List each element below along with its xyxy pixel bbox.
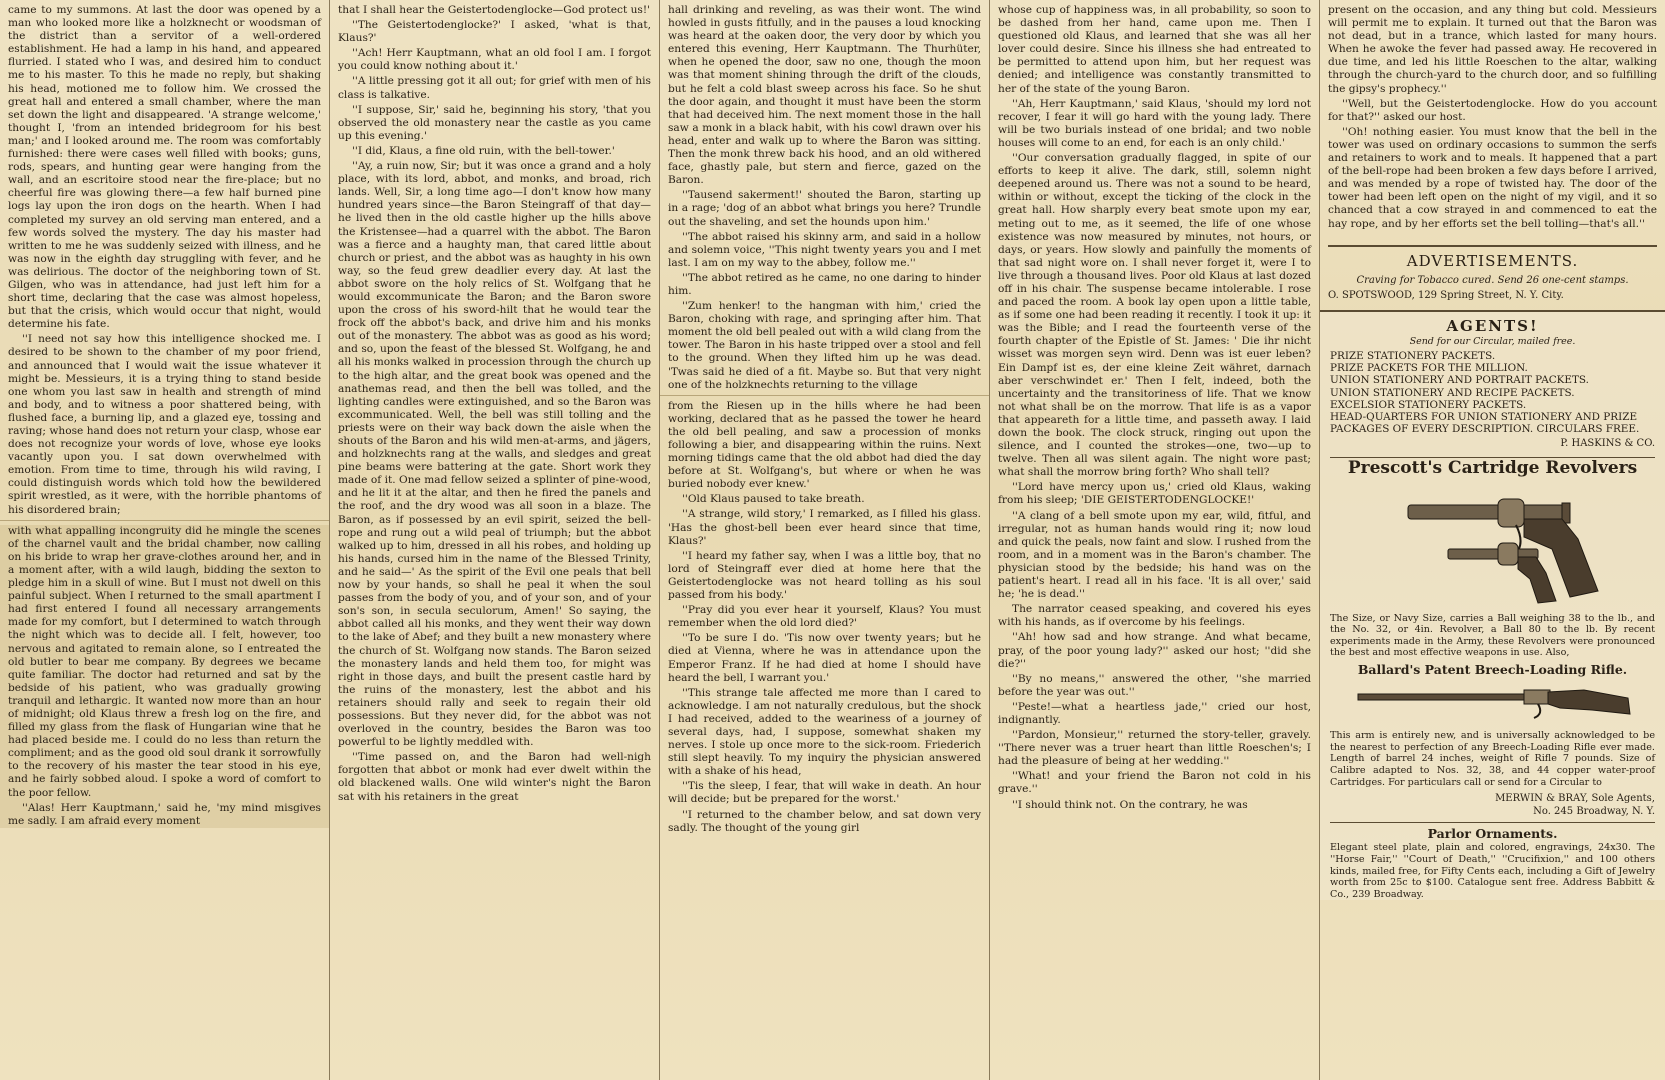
- agents-list-item: EXCELSIOR STATIONERY PACKETS.: [1330, 398, 1527, 411]
- paragraph: ''I need not say how this intelligence shocked me. I desired to be shown to the chamber of my poor friend, and announced that I would wait the issue whatever it might be. Messieurs, it is a trying thing to stand beside one whom you last saw in health and strength of mind and body, and to witness a poor shattered being, with flushed face, a burning lip, and a glazed eye, tossing and raving; whose hand does not return your clasp, whose ear does not recognize your words of love, whose eye looks vacantly upon you. I sat down overwhelmed with emotion. From time to time, through his wild raving, I could distinguish words which told how the bewildered spirit wrestled, as it were, with the horrible phantoms of his disordered brain;: [8, 333, 321, 516]
- rifle-ad-text: This arm is entirely new, and is universally acknowledged to be the nearest to perfection of any Breech-Loading Rifle ever made. Length of barrel 24 inches, weight of Rifle 7 pounds. Size of Calibre adapted to Nos. 32, 38, and 44 copper water-proof Cartridges. For particulars call or send for a Circular to: [1330, 730, 1655, 788]
- agents-heading: AGENTS!: [1446, 316, 1539, 335]
- agents-signature: P. HASKINS & CO.: [1560, 438, 1655, 450]
- paragraph: ''A clang of a bell smote upon my ear, wild, fitful, and irregular, not as human hands would ring it; now loud and quick the peals, now faint and slow. I rushed from the room, and in a moment was in the Baron's chamber. The physician stood by the bedside; his hand was on the patient's heart. I read all in his face. 'It is all over,' said he; 'he is dead.'': [998, 509, 1311, 601]
- paragraph: from the Riesen up in the hills where he had been working, declared that as he passed the tower he heard the old bell pealing, and saw a procession of monks following a bier, and disappearing within the ruins. Next morning tidings came that the old abbot had died the day before at St. Wolfgang's, but where or when he was buried nobody ever knew.': [668, 399, 981, 491]
- revolvers-illustration: [1348, 479, 1638, 609]
- paragraph: ''Lord have mercy upon us,' cried old Klaus, waking from his sleep; 'DIE GEISTERTODENGLOCKE!': [998, 481, 1311, 507]
- paragraph: whose cup of happiness was, in all probability, so soon to be dashed from her hand, came upon me. Then I questioned old Klaus, and learned that she was all her lover could desire. Since his illness she had entreated to be permitted to attend upon him, but her request was denied; and intelligence was constantly transmitted to her of the state of the young Baron.: [998, 4, 1311, 95]
- paragraph: The narrator ceased speaking, and covered his eyes with his hands, as if overcome by his feelings.: [998, 603, 1311, 629]
- paragraph: ''Ach! Herr Kauptmann, what an old fool I am. I forgot you could know nothing about it.': [338, 47, 651, 73]
- paragraph: ''Alas! Herr Kauptmann,' said he, 'my mind misgives me sadly. I am afraid every moment: [8, 801, 321, 827]
- rifle-ad-headline: Ballard's Patent Breech-Loading Rifle.: [1357, 662, 1628, 678]
- paragraph: ''To be sure I do. 'Tis now over twenty years; but he died at Vienna, where he was in attendance upon the Emperor Franz. If he had died at home I should have heard the bell, I warrant you.': [668, 632, 981, 684]
- paragraph: ''I heard my father say, when I was a little boy, that no lord of Steingraff ever died at home here that the Geistertodenglocke was not heard tolling as his soul passed from his body.': [668, 549, 981, 602]
- paragraph: ''A little pressing got it all out; for grief with men of his class is talkative.: [338, 75, 651, 101]
- paragraph: ''Well, but the Geistertodenglocke. How do you account for that?'' asked our host.: [1328, 97, 1657, 123]
- tobacco-ad-address: O. SPOTSWOOD, 129 Spring Street, N. Y. City.: [1328, 289, 1564, 301]
- paragraph: ''Tausend sakerment!' shouted the Baron, starting up in a rage; 'dog of an abbot what brings you here? Trundle out the shaveling, and set the hounds upon him.': [668, 189, 981, 228]
- merwin-bray-address: No. 245 Broadway, N. Y.: [1533, 806, 1655, 818]
- paragraph: ''I suppose, Sir,' said he, beginning his story, 'that you observed the old monastery near the castle as you came up this evening.': [338, 103, 651, 142]
- advertisements-heading: ADVERTISEMENTS.: [1328, 245, 1657, 268]
- text-column-4: [990, 0, 1320, 1080]
- agents-list: [1330, 350, 1655, 435]
- text-column-3: [660, 0, 990, 1080]
- paragraph: ''Ay, a ruin now, Sir; but it was once a grand and a holy place, with its lord, abbot, and monks, and broad, rich lands. Well, Sir, a long time ago—I don't know how many hundred years since—the Baron Steingraff of that day—he lived then in the old castle higher up the hills above the Kristensee—had a quarrel with the abbot. The Baron was a fierce and a haughty man, that cared little about church or priest, and the abbot was as haughty in his own way, so the feud grew deadlier every day. At last the abbot swore on the holy relics of St. Wolfgang that he would excommunicate the Baron; and the Baron swore upon the cross of his sword-hilt that he would tear the frock off the abbot's back, and drive him and his monks out of the monastery. The abbot was as good as his word; and so, upon the feast of the blessed St. Wolfgang, he and all his monks walked in procession through the church up to the high altar, and the great book was opened and the anathemas read, and then the bell was tolled, and the lighting candles were extinguished, and so the Baron was excommunicated. Well, the bell was still tolling and the priests were on their way back down the aisle when the shouts of the Baron and his wild men-at-arms, and jägers, and holzknechts rang at the walls, and sledges and great pine beams were battering at the gate. Short work they made of it. One mad fellow seized a splinter of pine-wood, and he lit it at the altar, and then he fired the panels and the roof, and the dry wood was all soon in a blaze. The Baron, as if possessed by an evil spirit, seized the bell-rope and rung out a wild peal of triumph; but the abbot walked up to him, dressed in all his robes, and holding up his hands, cursed him in the name of the Blessed Trinity, and he said—' As the spirit of the Evil one peals that bell now by your hands, so shall he peal it when the soul passes from the body of you, and of your son, and of your son's son, in secula seculorum, Amen!' So saying, the abbot called all his monks, and they went their way down to the lake of Abef; and they built a new monastery where the church of St. Wolfgang now stands. The Baron seized the monastery lands and held them too, for might was right in those days, and built the present castle hard by the ruins of the monastery, lest the abbot and his retainers should rally and seek to regain their old possessions. But they never did, for the abbot was not overloved in the country, besides the Baron was too powerful to be lightly meddled with.: [338, 160, 651, 749]
- paragraph: ''Our conversation gradually flagged, in spite of our efforts to keep it alive. The dark, still, solemn night deepened around us. There was not a sound to be heard, within or without, except the ticking of the clock in the great hall. How sharply every beat smote upon my ear, meting out to me, as it seemed, the life of one whose existence was now measured by minutes, not hours, or days, or years. How slowly and painfully the moments of that sad night wore on. I shall never forget it, were I to live through a thousand lives. Poor old Klaus at last dozed off in his chair. The suspense became intolerable. I rose and paced the room. A book lay open upon a little table, as if some one had been reading it recently. I took it up: it was the Bible; and I read the fourteenth verse of the fourth chapter of the Epistle of St. James: ' Die ihr nicht wisset was morgen seyn wird. Denn was ist euer leben? Ein Dampf ist es, der eine kleine Zeit währet, darnach aber verschwindet er.' Then I felt, indeed, both the uncertainty and the transitoriness of life. That we know not what shall be on the morrow. That life is as a vapor that appeareth for a little time, and passeth away. I laid down the book. The clock struck, ringing out upon the silence, and I counted the strokes—one, two—up to twelve. Then all was silent again. The night wore past; what shall the morrow bring forth? Who shall tell?: [998, 152, 1311, 479]
- agents-list-item: UNION STATIONERY AND RECIPE PACKETS.: [1330, 386, 1575, 399]
- text-column-1: [0, 0, 330, 1080]
- paragraph: ''Pardon, Monsieur,'' returned the story-teller, gravely. ''There never was a truer heart than little Roeschen's; I had the pleasure of being at her wedding.'': [998, 729, 1311, 768]
- clipping-piece: [0, 525, 329, 828]
- paragraph: hall drinking and reveling, as was their wont. The wind howled in gusts fitfully, and in the pauses a loud knocking was heard at the oaken door, the very door by which you entered this evening, Herr Kauptmann. The Thurhüter, when he opened the door, saw no one, though the moon was that moment shining through the drift of the clouds, but he felt a cold blast sweep across his face. So he shut the door again, and thought it must have been the storm that had deceived him. The next moment those in the hall saw a monk in a black habit, with his cowl drawn over his head, enter and walk up to where the Baron was sitting. Then the monk threw back his hood, and an old withered face, ghastly pale, but stern and fierce, gazed on the Baron.: [668, 4, 981, 187]
- paragraph: ''What! and your friend the Baron not cold in his grave.'': [998, 770, 1311, 796]
- revolver-ad-text: The Size, or Navy Size, carries a Ball weighing 38 to the lb., and the No. 32, or 4in. Revolver, a Ball 80 to the lb. By recent experiments made in the Army, these Revolvers were pronounced the best and most effective weapons in use. Also,: [1330, 612, 1655, 659]
- paragraph: ''Old Klaus paused to take breath.: [682, 493, 865, 506]
- paragraph: present on the occasion, and any thing but cold. Messieurs will permit me to explain. It turned out that the Baron was not dead, but in a trance, which lasted for many hours. When he awoke the fever had passed away. He recovered in due time, and led his little Roeschen to the altar, walking through the church-yard to the church door, and so fulfilling the gipsy's prophecy.'': [1328, 4, 1657, 95]
- ads-column: [1320, 0, 1665, 1080]
- paragraph: ''The Geistertodenglocke?' I asked, 'what is that, Klaus?': [338, 19, 651, 45]
- paragraph: with what appalling incongruity did he mingle the scenes of the charnel vault and the bridal chamber, now calling on his bride to wrap her grave-clothes around her, and in a moment after, with a wild laugh, bidding the sexton to pledge him in a skull of wine. But I must not dwell on this painful subject. When I returned to the small apartment I had first entered I found all necessary arrangements made for my comfort, but I determined to watch through the night which was to decide all. I felt, however, too nervous and agitated to remain alone, so I entreated the old butler to bear me company. By degrees we became quite familiar. The doctor had returned and sat by the bedside of his patient, who was gradually growing tranquil and lethargic. It wanted now more than an hour of midnight; old Klaus threw a fresh log on the fire, and filled my glass from the flask of Hungarian wine that he had placed beside me. I could do no less than return the compliment; and as the good old soul drank it sorrowfully to the recovery of his master the tear stood in his eye, and he fairly sobbed aloud. I spoke a word of comfort to the poor fellow.: [8, 524, 321, 799]
- tobacco-ad: Craving for Tobacco cured. Send 26 one-cent stamps.: [1356, 274, 1629, 286]
- paragraph: ''The abbot retired as he came, no one daring to hinder him.: [668, 271, 981, 297]
- paragraph: came to my summons. At last the door was opened by a man who looked more like a holzknecht or woodsman of the district than a servitor of a well-ordered establishment. He had a lamp in his hand, and appeared flurried. I stated who I was, and desired him to conduct me to his master. To this he made no reply, but shaking his head, motioned me to follow him. We crossed the great hall and entered a small chamber, where the man set down the light and disappeared. 'A strange welcome,' thought I, 'from an intended bridegroom for his best man;' and I looked around me. The room was comfortably furnished: there were cases well filled with books; guns, rods, spears, and hunting gear were hanging from the wall, and an escritoire stood near the fire-place; but no cheerful fire was glowing there—a few half burned pine logs lay upon the iron dogs on the hearth. When I had completed my survey an old serving man entered, and a few words solved the mystery. The day his master had written to me he was suddenly seized with illness, and he was now in the eighth day struggling with fever, and he was delirious. The doctor of the neighboring town of St. Gilgen, who was in attendance, had just left him for a short time, declaring that the case was almost hopeless, but that the crisis, which would occur that night, would determine his fate.: [8, 4, 321, 331]
- paragraph: ''Pray did you ever hear it yourself, Klaus? You must remember when the old lord died?': [668, 604, 981, 630]
- paragraph: ''Ah! how sad and how strange. And what became, pray, of the poor young lady?'' asked our host; ''did she die?'': [998, 631, 1311, 670]
- clipping-seam: [0, 520, 329, 521]
- parlor-ad-headline: Parlor Ornaments.: [1330, 822, 1655, 840]
- paragraph: ''I should think not. On the contrary, he was: [1012, 798, 1248, 811]
- paragraph: ''The abbot raised his skinny arm, and said in a hollow and solemn voice, ''This night twenty years you and I met last. I am on my way to the abbey, follow me.'': [668, 230, 981, 269]
- parlor-ad-text: Elegant steel plate, plain and colored, engravings, 24x30. The ''Horse Fair,'' ''Court of Death,'' ''Crucifixion,'' and 100 others kinds, mailed free, for Fifty Cents each, including a Gift of Jewelry worth from 25c to $100. Catalogue sent free. Address Babbitt & Co., 239 Broadway.: [1330, 842, 1655, 900]
- text-column-2: [330, 0, 660, 1080]
- clipping-seam: [660, 395, 989, 396]
- paragraph: ''Peste!—what a heartless jade,'' cried our host, indignantly.: [998, 700, 1311, 726]
- revolver-ad-headline: Prescott's Cartridge Revolvers: [1330, 457, 1655, 475]
- agents-list-item: PRIZE STATIONERY PACKETS.: [1330, 350, 1496, 363]
- paragraph: ''Zum henker! to the hangman with him,' cried the Baron, choking with rage, and springing after him. That moment the old bell pealed out with a wild clang from the tower. The Baron in his haste tripped over a stool and fell to the ground. When they lifted him up he was dead. 'Twas said he died of a fit. Maybe so. But that very night one of the holzknechts returning to the village: [668, 300, 981, 391]
- paragraph: ''This strange tale affected me more than I cared to acknowledge. I am not naturally credulous, but the shock I had received, added to the weariness of a journey of several days, had, I suppose, somewhat shaken my nerves. I stole up once more to the sick-room. Friederich still slept heavily. To my inquiry the physician answered with a shake of his head,: [668, 686, 981, 778]
- paragraph: ''I returned to the chamber below, and sat down very sadly. The thought of the young girl: [668, 808, 981, 834]
- agents-list-item: PRIZE PACKETS FOR THE MILLION.: [1330, 362, 1528, 375]
- paragraph: ''By no means,'' answered the other, ''she married before the year was out.'': [998, 672, 1311, 698]
- paragraph: ''I did, Klaus, a fine old ruin, with the bell-tower.': [352, 144, 615, 157]
- paragraph: ''Ah, Herr Kauptmann,' said Klaus, 'should my lord not recover, I fear it will go hard with the young lady. There will be two burials instead of one bridal; and two noble houses will come to an end, for each is an only child.': [998, 97, 1311, 149]
- paragraph: that I shall hear the Geistertodenglocke—God protect us!': [338, 4, 650, 16]
- agents-list-item: HEAD-QUARTERS FOR UNION STATIONERY AND PRIZE PACKAGES OF EVERY DESCRIPTION. CIRCULARS FREE.: [1330, 411, 1640, 436]
- paragraph: ''Tis the sleep, I fear, that will wake in death. An hour will decide; but be prepared for the worst.': [668, 780, 981, 806]
- paragraph: ''Time passed on, and the Baron had well-nigh forgotten that abbot or monk had ever dwelt within the old blackened walls. One wild winter's night the Baron sat with his retainers in the great: [338, 751, 651, 803]
- rifle-illustration: [1348, 680, 1638, 726]
- merwin-bray-agents: MERWIN & BRAY, Sole Agents,: [1495, 793, 1655, 805]
- agents-list-item: UNION STATIONERY AND PORTRAIT PACKETS.: [1330, 374, 1589, 387]
- paragraph: ''Oh! nothing easier. You must know that the bell in the tower was used on ordinary occasions to summon the serfs and retainers to work and to meals. It happened that a part of the bell-rope had been broken a few days before I arrived, and was mended by a rope of twisted hay. The door of the tower had been left open on the night of my vigil, and it so chanced that a cow strayed in and commenced to eat the hay rope, and by her efforts set the bell tolling—that's all.'': [1328, 125, 1657, 230]
- agents-ad: [1320, 310, 1665, 900]
- paragraph: ''A strange, wild story,' I remarked, as I filled his glass. 'Has the ghost-bell been ever heard since that time, Klaus?': [668, 508, 981, 547]
- agents-subheading: Send for our Circular, mailed free.: [1409, 335, 1576, 347]
